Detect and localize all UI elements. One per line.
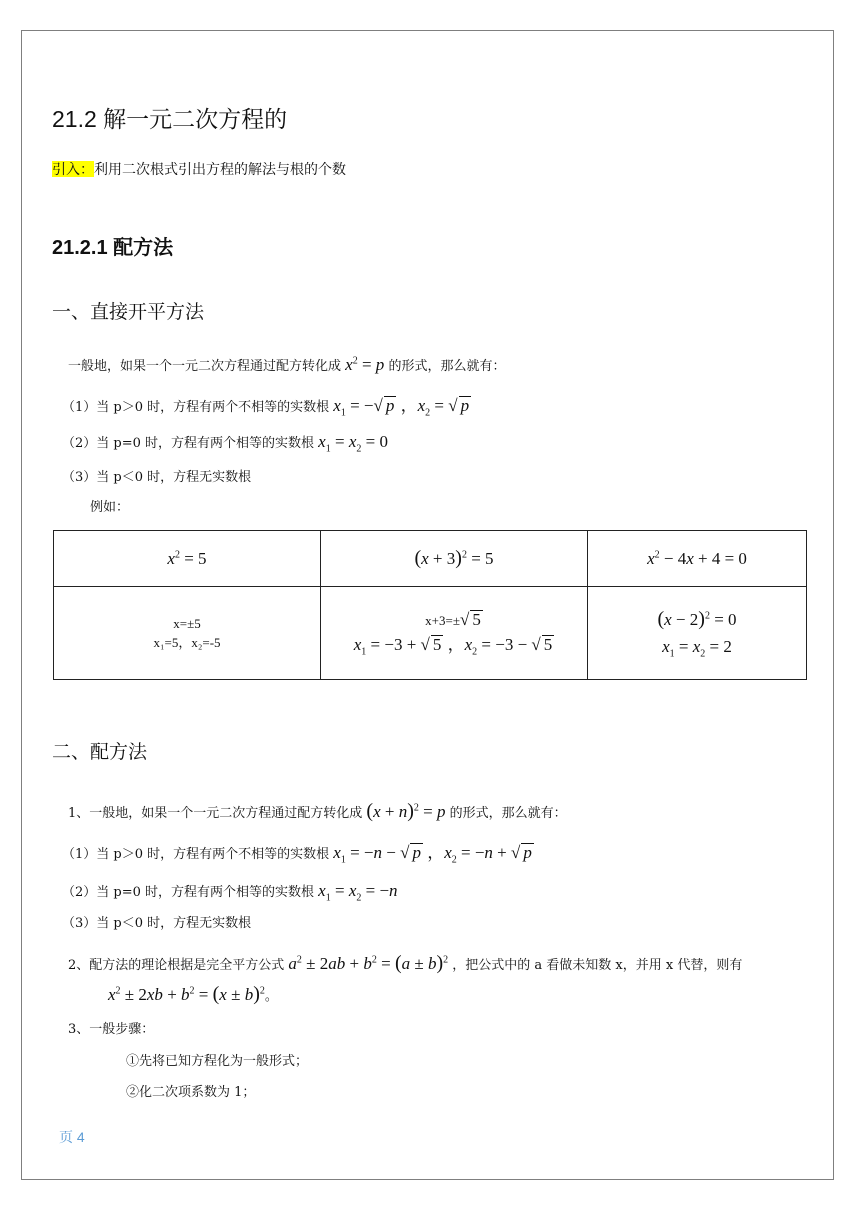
intro-line bbox=[52, 159, 346, 179]
part2-case1: （1）当 p＞0 时，方程有两个不相等的实数根 $x_1 = -n$ − √ p ，$x_2 = -n$ + √ p bbox=[62, 843, 532, 866]
example-table bbox=[53, 530, 807, 680]
page-number: 页 4 bbox=[59, 1129, 85, 1145]
formula-x2-eq-p: $x^2 = p$ bbox=[345, 355, 385, 374]
section-heading: 21.2.1 配方法 bbox=[52, 237, 174, 259]
eq-x2-4x-4-0: $x^2 - 4x + 4 = 0$ bbox=[647, 548, 747, 568]
formula-roots-distinct: $x_1$ = −√ p ，$x_2$ = √ p bbox=[333, 396, 470, 419]
part2-item2: 2、配方法的理论根据是完全平方公式 $a^2 \pm 2ab + b^2 = (a \pm b)^2$ ，把公式中的 a 看做未知数 x，并用 x 代替，则有 bbox=[68, 952, 743, 974]
part2-heading: 二、配方法 bbox=[52, 742, 148, 763]
formula-roots-equal-2: $x_1 = x_2 = -n$ bbox=[318, 881, 398, 904]
formula-perfect-square-x: $x^2 \pm 2xb + b^2 = (x \pm b)^2$ bbox=[108, 983, 265, 1005]
part2-case3: （3）当 p＜0 时，方程无实数根 bbox=[62, 916, 252, 931]
formula-x-plus-n-squared: $(x + n)^2 = p$ bbox=[366, 800, 446, 822]
example-label: 例如： bbox=[90, 500, 130, 515]
part2-item3: 3、一般步骤： bbox=[68, 1022, 155, 1037]
formula-roots-equal: $x_1 = x_2 = 0$ bbox=[318, 432, 388, 455]
table-cell bbox=[321, 531, 588, 587]
sol3-line2: $x_1 = x_2 = 2$ bbox=[662, 637, 732, 660]
document-page bbox=[21, 30, 834, 1180]
part1-case1: （1）当 p＞0 时，方程有两个不相等的实数根 $x_1$ = −√ p ，$x_2$ = √ p bbox=[62, 396, 470, 419]
part1-lead: 一般地，如果一个一元二次方程通过配方转化成 $x^2 = p$ 的形式，那么就有： bbox=[68, 355, 506, 374]
table-cell bbox=[321, 587, 588, 680]
sol2-line1: x+3=±√ 5 bbox=[425, 609, 481, 629]
part2-item2-cont: $x^2 \pm 2xb + b^2 = (x \pm b)^2$。 bbox=[108, 983, 278, 1005]
table-cell bbox=[54, 587, 321, 680]
part1-case3: （3）当 p＜0 时，方程无实数根 bbox=[62, 470, 252, 485]
part2-lead: 1、一般地，如果一个一元二次方程通过配方转化成 $(x + n)^2 = p$ 的形式，那么就有： bbox=[68, 800, 567, 822]
part2-step1: ①先将已知方程化为一般形式； bbox=[126, 1054, 309, 1069]
table-cell bbox=[588, 531, 807, 587]
formula-perfect-square: $a^2 \pm 2ab + b^2 = (a \pm b)^2$ bbox=[288, 952, 449, 974]
part1-heading: 一、直接开平方法 bbox=[52, 302, 205, 323]
eq-x2-5: $x^2 = 5$ bbox=[167, 548, 207, 568]
page-title: 21.2 解一元二次方程的 bbox=[52, 106, 288, 132]
sol1-line2: x₁=5，x₂=-5 bbox=[153, 635, 221, 650]
sol3-line1: $(x - 2)^2 = 0$ bbox=[657, 608, 737, 631]
table-cell bbox=[588, 587, 807, 680]
eq-x3-squared-5: $(x + 3)^2 = 5$ bbox=[414, 547, 494, 569]
part2-step2: ②化二次项系数为 1； bbox=[126, 1085, 256, 1100]
sol1-line1: x=±5 bbox=[173, 615, 201, 631]
intro-label: 引入： bbox=[52, 161, 94, 177]
part2-case2: （2）当 p=0 时，方程有两个相等的实数根 $x_1 = x_2 = -n$ bbox=[62, 881, 398, 904]
intro-text: 利用二次根式引出方程的解法与根的个数 bbox=[94, 161, 346, 177]
table-cell bbox=[54, 531, 321, 587]
formula-roots-distinct-2: $x_1 = -n$ − √ p ，$x_2 = -n$ + √ p bbox=[333, 843, 532, 866]
sol2-line2: $x_1 = -3$ + √ 5 ，$x_2 = -3$ − √ 5 bbox=[353, 635, 553, 658]
part1-case2: （2）当 p=0 时，方程有两个相等的实数根 $x_1 = x_2 = 0$ bbox=[62, 432, 388, 455]
